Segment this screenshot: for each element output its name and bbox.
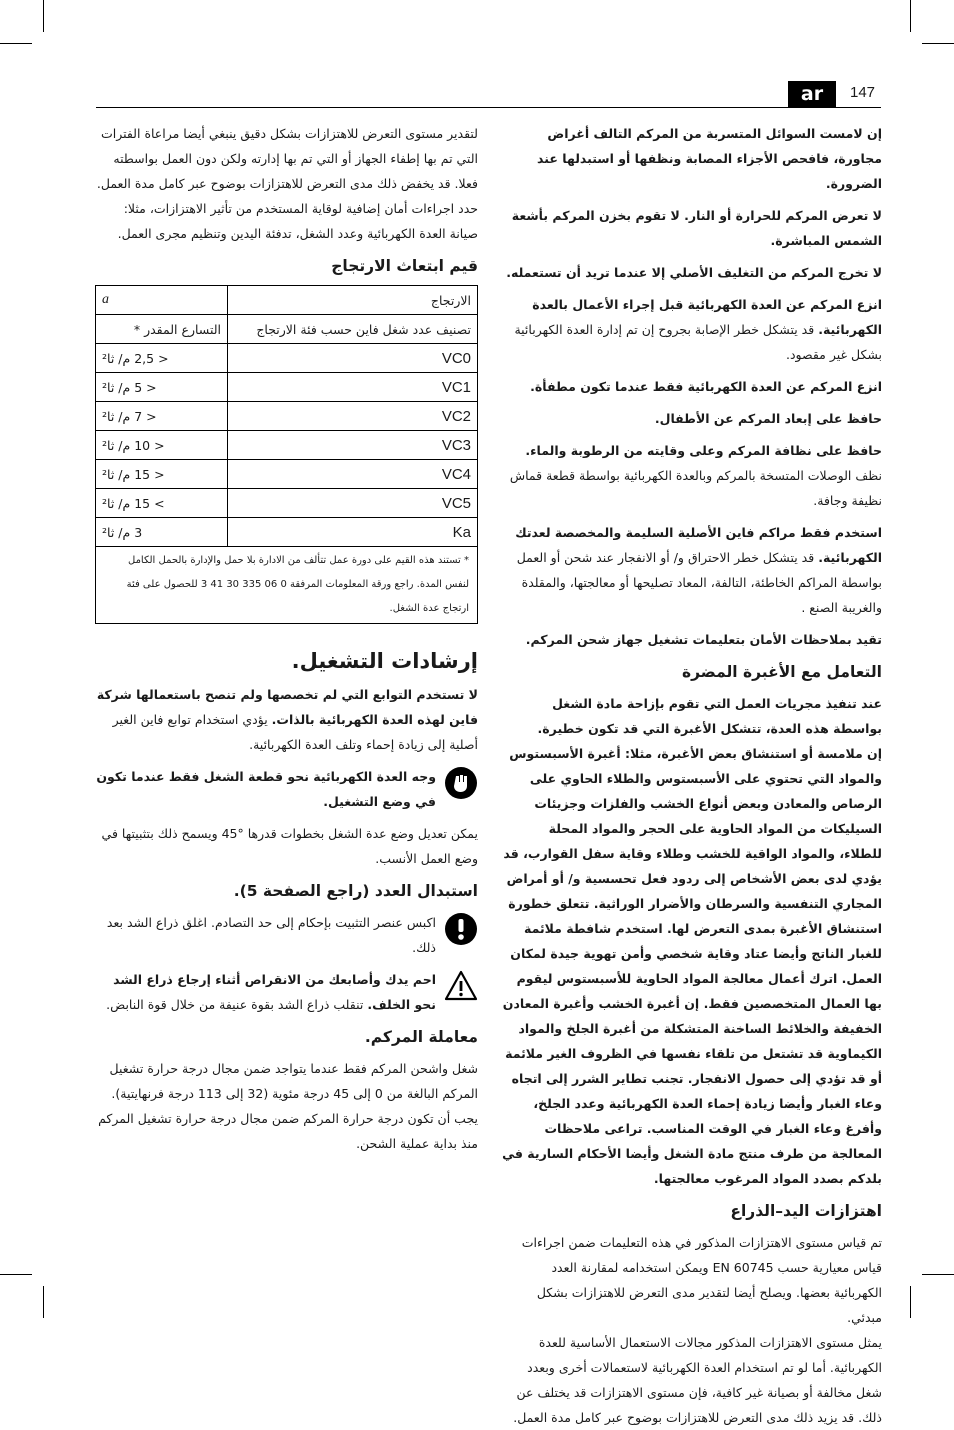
crop-mark [922, 1274, 954, 1275]
warning-triangle-icon [444, 969, 478, 1003]
tool-position-paragraph: يمكن تعديل وضع عدة الشغل بخطوات قدرها °45 ويسمح ذلك بتثبيتها في وضع العمل الأنسب. [101, 826, 478, 866]
table-row [96, 460, 478, 489]
vibration-paragraph-2: يمثل مستوى الاهتزازات المذكور مجالات الاستعمال الأساسية للعدة الكهربائية. أما لو تم استخدام العدة الكهربائية لاستعمالات أخرى وبعدد شغل مخالفة أو بصيانة غير كافية، فإن مستوى الاهتزازات قد يختلف عن ذلك. قد يزيد ذلك مدى التعرض للاهتزازات بوضوح عبر كامل مدة العمل. [513, 1335, 882, 1425]
children-warning: حافظ على إبعاد المركم عن الأطفال. [654, 411, 882, 426]
remove-battery-paragraph [502, 292, 882, 367]
language-badge: ar [788, 81, 836, 107]
tool-change-heading: استبدال العدد (راجع الصفحة 5). [233, 882, 478, 900]
table-row [96, 344, 478, 373]
table-subheader-row [96, 315, 478, 344]
class-value: < 15 م/ ثا² [96, 460, 228, 489]
vibration-paragraph-1: تم قياس مستوى الاهتزازات المذكور في هذه التعليمات ضمن اجراءات قياس معيارية حسب EN 60745 ويمكن استخدامه لمقارنة العدد الكهربائية بعضها. ويصلح أيضا لتقدير مدى التعرض للاهتزازات بشكل مبدئي. [521, 1235, 882, 1325]
crop-mark [0, 43, 32, 44]
notice-switch-on [95, 764, 478, 814]
hand-arm-vibration-heading: اهتزازات اليد–الذراع [730, 1202, 882, 1220]
pinch-paragraph [95, 967, 436, 1017]
original-batteries-paragraph [502, 520, 882, 620]
class-value: < 2,5 م/ ثا² [96, 344, 228, 373]
crop-mark [922, 43, 954, 44]
table-header-row [96, 286, 478, 315]
class-value: > 15 م/ ثا² [96, 489, 228, 518]
pinch-text: تنقلب ذراع الشد بقوة عنيفة من خلال قوة النابض. [106, 997, 364, 1012]
clean-battery-bold: حافظ على نظافة المركم وعلى وقايته من الرطوبة والماء. [525, 443, 882, 458]
class-value: < 5 م/ ثا² [96, 373, 228, 402]
class-code: VC0 [228, 344, 478, 373]
exposure-paragraph: لتقدير مستوى التعرض للاهتزازات بشكل دقيق ينبغي أيضا مراعاة الفترات التي تم بها إطفاء الجهاز أو التي تم بها إدارته ولكن دون العمل بواسطته فعلا. قد يخفض ذلك مدى التعرض للاهتزازات بوضوح عبر كامل مدة العمل. [96, 126, 478, 191]
class-value: 3 م/ ثا² [96, 518, 228, 547]
accessories-paragraph [95, 682, 478, 757]
clean-battery-paragraph [502, 438, 882, 513]
class-code: VC3 [228, 431, 478, 460]
header-rule [96, 107, 881, 108]
table-row [96, 518, 478, 547]
table-row [96, 373, 478, 402]
class-code: VC1 [228, 373, 478, 402]
header-vibration: الارتجاج [228, 286, 478, 315]
class-code: Ka [228, 518, 478, 547]
battery-handling-heading: معاملة المركم. [364, 1028, 478, 1046]
notice-pinch [95, 967, 478, 1017]
class-code: VC5 [228, 489, 478, 518]
page-number: 147 [850, 84, 876, 101]
crop-mark [43, 0, 44, 32]
notice-press-clamp [95, 910, 478, 960]
table-row [96, 489, 478, 518]
heat-warning: لا تعرض المركم للحرارة أو النار. لا تقوم بخزن المركم بأشعة الشمس المباشرة. [511, 208, 882, 248]
safety-measures-paragraph: حدد اجراءات أمان إضافية لوقاية المستخدم من تأثير الاهتزازات، مثلا: صيانة العدة الكهربائية وعدد الشغل، تدفئة اليدين وتنظيم مجرى العمل. [117, 201, 478, 241]
operating-instructions-heading: إرشادات التشغيل. [291, 649, 478, 673]
hand-on-tool-icon [444, 766, 478, 800]
original-batteries-bold: استخدم فقط مراكم فاين الأصلية السليمة والمخصصة لعدتك الكهربائية. [515, 525, 882, 565]
vibration-table [95, 285, 478, 624]
clean-battery-text: نظف الوصلات المتسخة بالمركم وبالعدة الكهربائية بواسطة قطعة قماش نظيفة وجافة. [509, 468, 882, 508]
class-code: VC2 [228, 402, 478, 431]
remove-battery-text: قد يتشكل خطر الإصابة بجروح إن تم إدارة العدة الكهربائية بشكل غير مقصود. [514, 322, 882, 362]
pinch-bold: احم يدك وأصابعك من الانقراص أثناء إرجاع ذراع الشد نحو الخلف. [113, 972, 436, 1012]
subheader-acceleration: التسارع المقدر * [96, 315, 228, 344]
class-value: < 7 م/ ثا² [96, 402, 228, 431]
exclamation-icon [444, 912, 478, 946]
switch-on-text: وجه العدة الكهربائية نحو قطعة الشغل فقط عندما تكون في وضع التشغيل. [96, 769, 436, 809]
charger-note: تقيد بملاحظات الأمان بتعليمات تشغيل جهاز شحن المركم. [525, 632, 882, 647]
battery-temperature-paragraph: شغل واشحن المركم فقط عندما يتواجد ضمن مجال درجة حرارة تشغيل المركم البالغة من 0 إلى 45 درجة مئوية (32 إلى 113 درجة فرنهايتية). يجب أن تكون درجة حرارة المركم ضمن مجال درجة حرارة تشغيل المركم منذ بداية عملية الشحن. [98, 1061, 478, 1151]
header-a: a [96, 286, 228, 315]
dust-paragraph-1: عند تنفيذ مجريات العمل التي تقوم بإزاحة مادة الشغل بواسطة هذه العدة، تتشكل الأغبرة التي قد تكون خطيرة. [537, 696, 882, 736]
crop-mark [910, 1286, 911, 1318]
table-row [96, 431, 478, 460]
crop-mark [0, 1274, 32, 1275]
right-column [502, 121, 882, 1430]
vibration-values-heading: قيم ابتعاث الارتجاج [331, 257, 478, 275]
packaging-note: لا تخرج المركم من التغليف الأصلي إلا عندما تريد أن تستعمله. [506, 265, 882, 280]
crop-mark [910, 0, 911, 32]
table-footnote-row [96, 547, 478, 624]
class-value: < 10 م/ ثا² [96, 431, 228, 460]
accessories-bold: لا تستخدم التوابع التي لم تخصصها ولم تنصح باستعمالها شركة فاين لهذه العدة الكهربائية بالذات. [96, 687, 478, 727]
left-column [95, 121, 478, 1156]
remove-when-off: انزع المركم عن العدة الكهربائية فقط عندما تكون مطفأة. [530, 379, 882, 394]
dust-paragraph-2: إن ملامسة أو استنشاق بعض الأغبرة، مثلا: أغبرة الأسبستوس والمواد التي تحتوي على الأسبستوس والطلاء الحاوي على الرصاص والمعادن وبعض أنواع الخشب والفلزات وجزيئات السيليكات من المواد الحاوية على الحجر والمواد المحلة للطلاء، والمواد الواقية للخشب وطلاء وقاية سفل القوارب، قد يؤدي لدى بعض الأشخاص إلى ردود فعل تحسسية و/ أو أمراض المجاري التنفسية والسرطان والأضرار الوراثية. تتعلق خطورة استنشاق الأغبرة بمدى التعرض لها. استخدم شافطة ملائمة للغبار الناتج وأيضا عتاد وقاية شخصي وأمن تهوية جيدة لمكان العمل. اترك أعمال معالجة المواد الحاوية للأسبستوس ليقوم بها العمال المتخصصين فقط. إن أغبرة الخشب وأغبرة المعادن الخفيفة والخلائط الساخنة المتشكلة من أغبرة الجلخ والمواد الكيماوية قد تشتعل من تلقاء نفسها في الظروف الغير ملائمة أو قد تؤدي إلى حصول الانفجار. تجنب تطاير الشرر إلى اتجاه وعاء الغبار وأيضا زيادة إحماء العدة الكهربائية وعدد الجلخ، وأفرغ وعاء الغبار في الوقت المناسب. تراعى ملاحظات المعالجة من طرف منتج مادة الشغل وأيضا الأحكام السارية في بلدكم بصدد المواد المرغوب معالجتها. [502, 746, 882, 1186]
original-batteries-text: قد يتشكل خطر الاحتراق و/ أو الانفجار عند شحن أو العمل بواسطة المراكم الخاطئة، التالفة، المعاد تصليحها أو معالجتها، والمقلدة والغريبة الصنع . [516, 550, 882, 615]
table-row [96, 402, 478, 431]
battery-leak-warning: إن لامست السوائل المتسربة من المركم التالف أغراض مجاورة، فافحص الأجزاء المصابة ونظفها أو استبدلها عند الضرورة. [537, 126, 882, 191]
dust-heading: التعامل مع الأغبرة المضرة [682, 663, 882, 681]
press-clamp-text: اكبس عنصر التثبيت بإحكام إلى حد التصادم. اغلق ذراع الشد بعد ذلك. [106, 915, 436, 955]
table-footnote: * تستند هذه القيم على دورة عمل تتألف من الادارة بلا حمل والإدارة بالحمل الكامل لنفس المدة. راجع ورقة المعلومات المرفقة 0 06 335 30 41 3 للحصول على فئة ارتجاج عدة الشغل. [96, 547, 478, 624]
class-code: VC4 [228, 460, 478, 489]
remove-battery-bold: انزع المركم عن العدة الكهربائية قبل إجراء الأعمال بالعدة الكهربائية. [532, 297, 882, 337]
subheader-classification: تصنيف عدد شغل فاين حسب فئة الارتجاج [228, 315, 478, 344]
crop-mark [43, 1286, 44, 1318]
accessories-text: يؤدي استخدام توابع فاين الغير أصلية إلى زيادة إحماء وتلف العدة الكهربائية. [112, 712, 478, 752]
